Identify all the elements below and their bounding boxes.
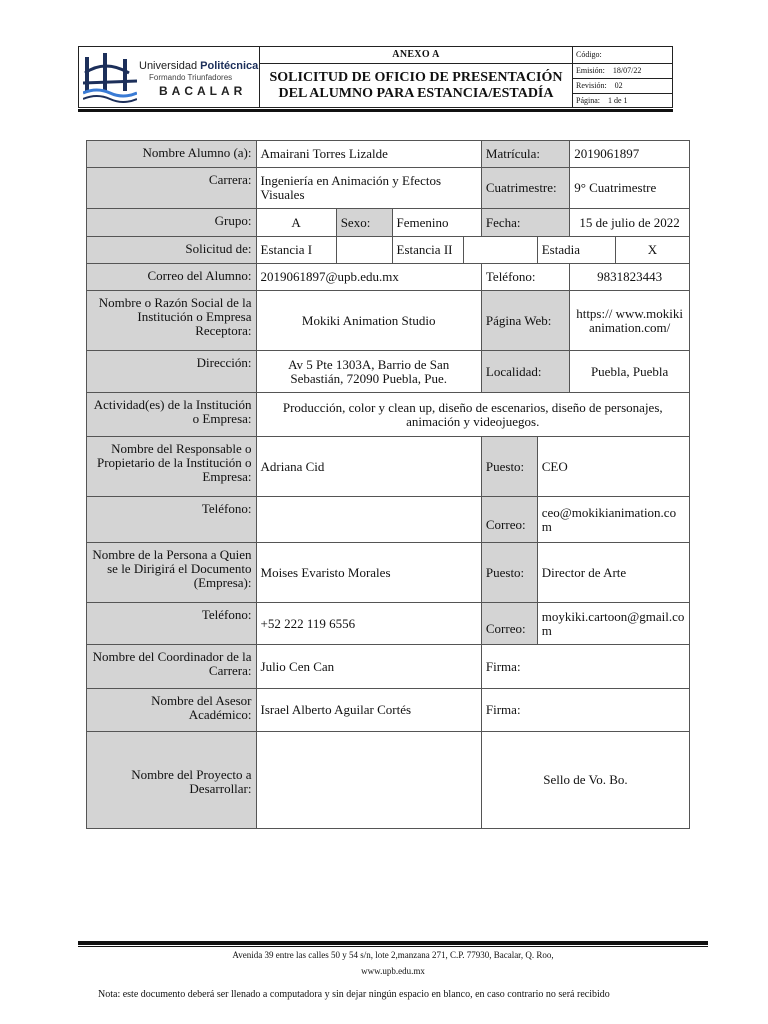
field-pagina-web[interactable]: https:// www.mokikianimation.com/	[570, 291, 690, 351]
row-actividades	[87, 393, 690, 437]
footer-divider-thick	[78, 941, 708, 945]
label-correo-dirigida: Correo:	[481, 603, 537, 645]
label-grupo: Grupo:	[87, 209, 257, 237]
row-persona-dirigida	[87, 543, 690, 603]
field-sello[interactable]: Sello de Vo. Bo.	[481, 732, 689, 829]
field-matricula[interactable]: 2019061897	[570, 141, 690, 168]
footer-divider-thin	[78, 946, 708, 947]
row-carrera	[87, 168, 690, 209]
field-firma-asesor[interactable]: Firma:	[481, 689, 689, 732]
label-matricula: Matrícula:	[481, 141, 569, 168]
label-localidad: Localidad:	[481, 351, 569, 393]
label-telefono-dirigida: Teléfono:	[87, 603, 257, 645]
label-responsable: Nombre del Responsable o Propietario de la Institución o Empresa:	[87, 437, 257, 497]
label-carrera: Carrera:	[87, 168, 257, 209]
field-telefono-alumno[interactable]: 9831823443	[570, 264, 690, 291]
label-telefono-alumno: Teléfono:	[481, 264, 569, 291]
label-direccion: Dirección:	[87, 351, 257, 393]
title-line-2: DEL ALUMNO PARA ESTANCIA/ESTADÍA	[278, 86, 554, 102]
field-actividades[interactable]: Producción, color y clean up, diseño de escenarios, diseño de personajes, animación y videojuegos.	[256, 393, 689, 437]
label-actividades: Actividad(es) de la Institución o Empresa:	[87, 393, 257, 437]
row-correo-alumno	[87, 264, 690, 291]
label-coordinador: Nombre del Coordinador de la Carrera:	[87, 645, 257, 689]
logo-tagline: Formando Triunfadores	[149, 73, 233, 82]
field-telefono-dirigida[interactable]: +52 222 119 6556	[256, 603, 481, 645]
field-responsable[interactable]: Adriana Cid	[256, 437, 481, 497]
meta-codigo: Código:	[573, 47, 673, 64]
field-asesor[interactable]: Israel Alberto Aguilar Cortés	[256, 689, 481, 732]
row-direccion	[87, 351, 690, 393]
logo-cell	[79, 47, 260, 108]
meta-revision: Revisión: 02	[573, 79, 673, 93]
label-estadia: Estadia	[537, 237, 615, 264]
label-sexo: Sexo:	[336, 209, 392, 237]
field-nombre-alumno[interactable]: Amairani Torres Lizalde	[256, 141, 481, 168]
title-line-1: SOLICITUD DE OFICIO DE PRESENTACIÓN	[269, 70, 563, 86]
label-pagina-web: Página Web:	[481, 291, 569, 351]
bridge-logo-icon	[83, 51, 137, 103]
footer-note: Nota: este documento deberá ser llenado a computadora y sin dejar ningún espacio en blanco, en caso contrario no será recibido	[98, 989, 610, 1000]
field-estancia-2[interactable]	[463, 237, 537, 264]
label-telefono-responsable: Teléfono:	[87, 497, 257, 543]
field-estadia[interactable]: X	[615, 237, 689, 264]
document-header	[78, 46, 673, 108]
label-institucion: Nombre o Razón Social de la Institución o Empresa Receptora:	[87, 291, 257, 351]
field-direccion[interactable]: Av 5 Pte 1303A, Barrio de San Sebastián, 72090 Puebla, Pue.	[256, 351, 481, 393]
row-grupo	[87, 209, 690, 237]
field-sexo[interactable]: Femenino	[392, 209, 481, 237]
field-estancia-1[interactable]	[336, 237, 392, 264]
header-divider	[78, 109, 673, 112]
field-cuatrimestre[interactable]: 9° Cuatrimestre	[570, 168, 690, 209]
row-nombre-alumno	[87, 141, 690, 168]
field-coordinador[interactable]: Julio Cen Can	[256, 645, 481, 689]
label-estancia-2: Estancia II	[392, 237, 463, 264]
field-correo-dirigida[interactable]: moykiki.cartoon@gmail.com	[537, 603, 689, 645]
field-fecha[interactable]: 15 de julio de 2022	[570, 209, 690, 237]
row-telefono-dirigida	[87, 603, 690, 645]
label-fecha: Fecha:	[481, 209, 569, 237]
meta-pagina: Página: 1 de 1	[573, 93, 673, 108]
label-correo-responsable: Correo:	[481, 497, 537, 543]
label-correo-alumno: Correo del Alumno:	[87, 264, 257, 291]
row-asesor	[87, 689, 690, 732]
document-title	[260, 63, 573, 107]
field-correo-responsable[interactable]: ceo@mokikianimation.com	[537, 497, 689, 543]
field-carrera[interactable]: Ingeniería en Animación y Efectos Visuales	[256, 168, 481, 209]
field-grupo[interactable]: A	[256, 209, 336, 237]
row-institucion	[87, 291, 690, 351]
logo-city: BACALAR	[159, 84, 247, 98]
row-solicitud	[87, 237, 690, 264]
field-telefono-responsable[interactable]	[256, 497, 481, 543]
field-puesto-dirigida[interactable]: Director de Arte	[537, 543, 689, 603]
label-nombre-alumno: Nombre Alumno (a):	[87, 141, 257, 168]
label-puesto-dirigida: Puesto:	[481, 543, 537, 603]
label-estancia-1: Estancia I	[256, 237, 336, 264]
label-persona-dirigida: Nombre de la Persona a Quien se le Dirigirá el Documento (Empresa):	[87, 543, 257, 603]
field-institucion[interactable]: Mokiki Animation Studio	[256, 291, 481, 351]
row-coordinador	[87, 645, 690, 689]
annex-label: ANEXO A	[260, 47, 573, 64]
label-cuatrimestre: Cuatrimestre:	[481, 168, 569, 209]
label-puesto-responsable: Puesto:	[481, 437, 537, 497]
field-proyecto[interactable]	[256, 732, 481, 829]
request-form	[86, 140, 690, 829]
university-logo	[79, 48, 257, 106]
label-proyecto: Nombre del Proyecto a Desarrollar:	[87, 732, 257, 829]
label-asesor: Nombre del Asesor Académico:	[87, 689, 257, 732]
field-localidad[interactable]: Puebla, Puebla	[570, 351, 690, 393]
row-proyecto	[87, 732, 690, 829]
row-telefono-responsable	[87, 497, 690, 543]
field-correo-alumno[interactable]: 2019061897@upb.edu.mx	[256, 264, 481, 291]
footer-website: www.upb.edu.mx	[361, 966, 425, 976]
field-persona-dirigida[interactable]: Moises Evaristo Morales	[256, 543, 481, 603]
field-puesto-responsable[interactable]: CEO	[537, 437, 689, 497]
meta-emision: Emisión: 18/07/22	[573, 63, 673, 79]
row-responsable	[87, 437, 690, 497]
field-firma-coordinador[interactable]: Firma:	[481, 645, 689, 689]
footer-address: Avenida 39 entre las calles 50 y 54 s/n, lote 2,manzana 271, C.P. 77930, Bacalar, Q. Roo,	[232, 950, 554, 960]
label-solicitud: Solicitud de:	[87, 237, 257, 264]
logo-university-name: Universidad Politécnica	[139, 60, 259, 72]
